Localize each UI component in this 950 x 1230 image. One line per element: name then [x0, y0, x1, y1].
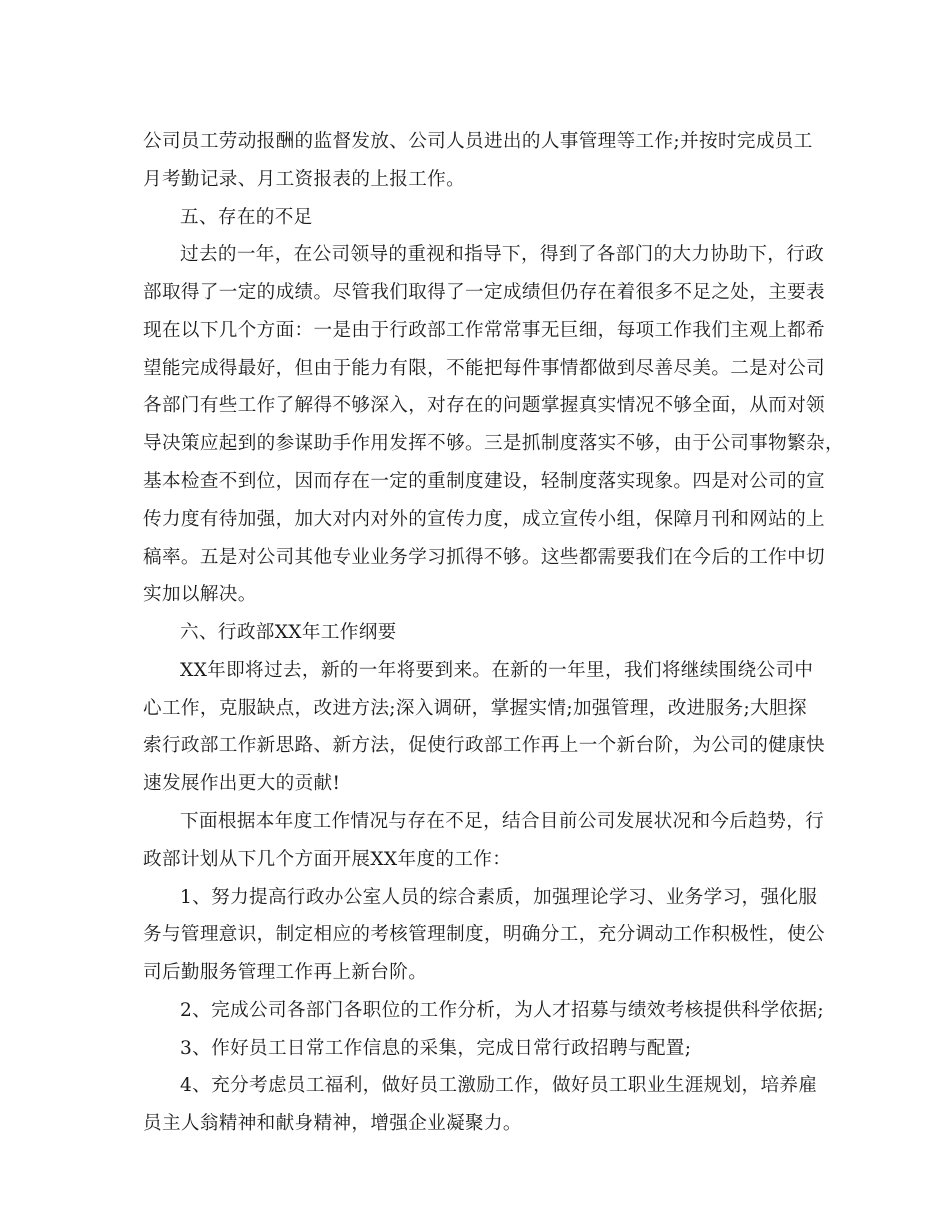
- paragraph-line: 下面根据本年度工作情况与存在不足，结合目前公司发展状况和今后趋势，行: [180, 811, 825, 832]
- list-item-line: 4、充分考虑员工福利，做好员工激励工作，做好员工职业生涯规划，培养雇: [180, 1075, 818, 1096]
- paragraph-line: 政部计划从下几个方面开展XX年度的工作：: [143, 849, 512, 870]
- paragraph-line: 现在以下几个方面：一是由于行政部工作常常事无巨细，每项工作我们主观上都希: [143, 320, 825, 341]
- paragraph-line: 导决策应起到的参谋助手作用发挥不够。三是抓制度落实不够，由于公司事物繁杂，: [143, 433, 844, 454]
- list-item-line: 员主人翁精神和献身精神，增强企业凝聚力。: [143, 1113, 522, 1134]
- list-item-line: 1、努力提高行政办公室人员的综合素质，加强理论学习、业务学习，强化服: [180, 887, 818, 908]
- paragraph-line: 月考勤记录、月工资报表的上报工作。: [143, 169, 466, 190]
- paragraph-line: 部取得了一定的成绩。尽管我们取得了一定成绩但仍存在着很多不足之处，主要表: [143, 282, 825, 303]
- section-heading: 六、行政部XX年工作纲要: [180, 622, 397, 643]
- paragraph-line: 速发展作出更大的贡献!: [143, 773, 341, 794]
- paragraph-line: 传力度有待加强，加大对内对外的宣传力度，成立宣传小组，保障月刊和网站的上: [143, 509, 825, 530]
- paragraph-line: 基本检查不到位，因而存在一定的重制度建设，轻制度落实现象。四是对公司的宣: [143, 471, 825, 492]
- list-item-line: 司后勤服务管理工作再上新台阶。: [143, 962, 428, 983]
- paragraph-line: 望能完成得最好，但由于能力有限，不能把每件事情都做到尽善尽美。二是对公司: [143, 358, 825, 379]
- list-item-line: 3、作好员工日常工作信息的采集，完成日常行政招聘与配置;: [180, 1038, 692, 1059]
- paragraph-line: 公司员工劳动报酬的监督发放、公司人员进出的人事管理等工作;并按时完成员工: [143, 131, 813, 152]
- list-item-line: 务与管理意识，制定相应的考核管理制度，明确分工，充分调动工作积极性，使公: [143, 924, 825, 945]
- section-heading: 五、存在的不足: [180, 207, 313, 228]
- list-item-line: 2、完成公司各部门各职位的工作分析，为人才招募与绩效考核提供科学依据;: [180, 1000, 824, 1021]
- paragraph-line: 索行政部工作新思路、新方法，促使行政部工作再上一个新台阶，为公司的健康快: [143, 735, 825, 756]
- paragraph-line: 实加以解决。: [143, 584, 257, 605]
- paragraph-line: 心工作，克服缺点，改进方法;深入调研，掌握实情;加强管理，改进服务;大胆探: [143, 698, 807, 719]
- paragraph-line: 各部门有些工作了解得不够深入，对存在的问题掌握真实情况不够全面，从而对领: [143, 395, 825, 416]
- paragraph-line: 稿率。五是对公司其他专业业务学习抓得不够。这些都需要我们在今后的工作中切: [143, 547, 825, 568]
- paragraph-line: XX年即将过去，新的一年将要到来。在新的一年里，我们将继续围绕公司中: [180, 660, 814, 681]
- paragraph-line: 过去的一年，在公司领导的重视和指导下，得到了各部门的大力协助下，行政: [180, 244, 825, 265]
